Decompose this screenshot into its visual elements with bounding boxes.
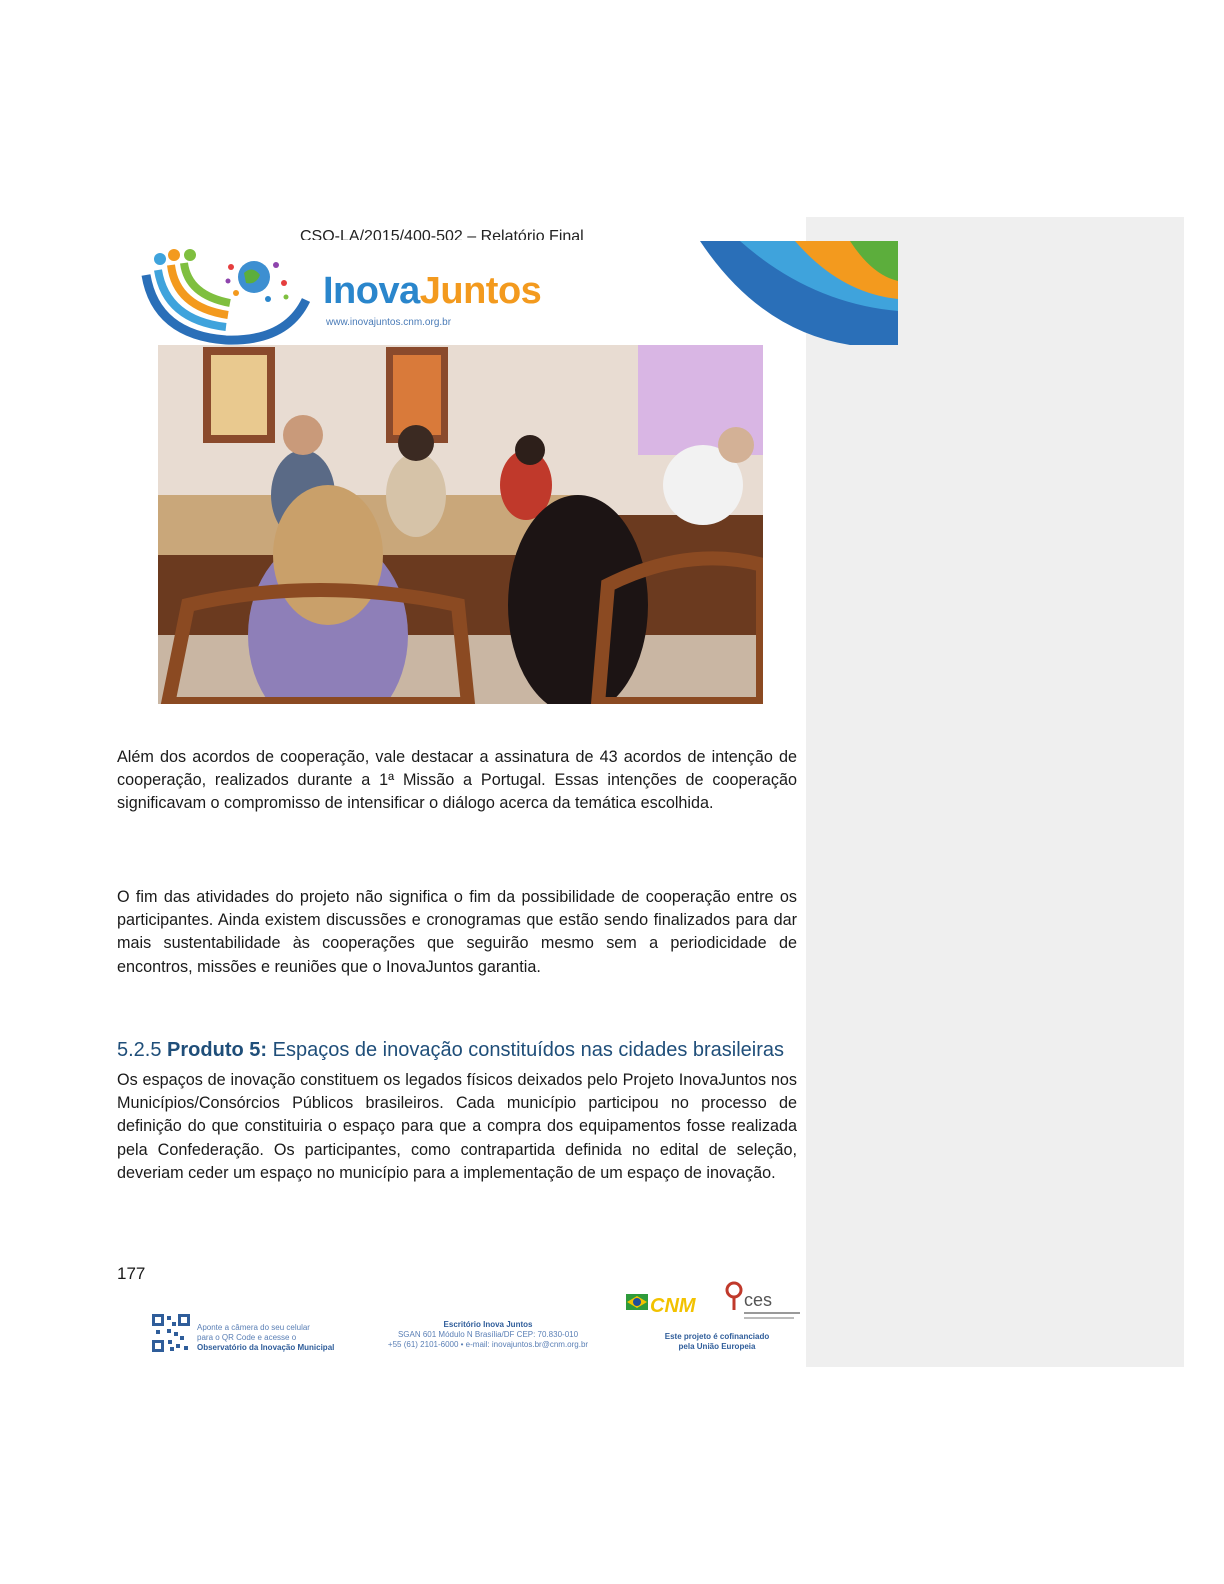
brand-second: Juntos bbox=[419, 270, 542, 312]
cnm-label: CNM bbox=[650, 1295, 696, 1317]
footer bbox=[150, 1280, 810, 1360]
office-address: SGAN 601 Módulo N Brasília/DF CEP: 70.830-010 bbox=[397, 1330, 579, 1339]
brand-wordmark bbox=[323, 272, 541, 310]
section-number: 5.2.5 bbox=[117, 1039, 162, 1061]
meeting-photo-icon bbox=[158, 345, 763, 704]
qr-instructions bbox=[197, 1323, 334, 1353]
page-number: 177 bbox=[117, 1264, 146, 1283]
ces-logo-icon bbox=[722, 1280, 804, 1326]
brand-first: Inova bbox=[323, 270, 420, 312]
paragraph-project-end: O fim das atividades do projeto não significa o fim da possibilidade de cooperação entre os participantes. Ainda existem discussões e cronogramas que estão sendo finalizados para dar mais sustentabilidade às cooperações que seguirão mesmo sem a periodicidade de encontros, missões e reuniões que o InovaJuntos garantia. bbox=[117, 888, 797, 976]
document-reference: CSO-LA/2015/400-502 – Relatório Final bbox=[300, 228, 584, 240]
section-heading bbox=[117, 1037, 784, 1063]
section-title: Espaços de inovação constituídos nas cidades brasileiras bbox=[272, 1039, 785, 1061]
qr-line-2: para o QR Code e acesse o bbox=[197, 1333, 297, 1342]
ces-label: ces bbox=[744, 1290, 773, 1310]
header-swoosh-icon bbox=[700, 241, 898, 345]
meeting-photo bbox=[158, 345, 763, 704]
office-title: Escritório Inova Juntos bbox=[443, 1320, 533, 1329]
funding-line-1: Este projeto é cofinanciado bbox=[664, 1332, 770, 1341]
section-label: Produto 5: bbox=[167, 1039, 268, 1061]
brand-url: www.inovajuntos.cnm.org.br bbox=[326, 317, 452, 328]
office-contact-line: +55 (61) 2101-6000 • e-mail: inovajuntos.br@cnm.org.br bbox=[387, 1340, 589, 1349]
paragraph-cooperation-agreements: Além dos acordos de cooperação, vale destacar a assinatura de 43 acordos de intenção de cooperação, realizados durante a 1ª Missão a Portugal. Essas intenções de cooperação significavam o compromisso de intensificar o diálogo acerca da temática escolhida. bbox=[117, 748, 797, 813]
funding-note bbox=[652, 1332, 782, 1352]
cnm-logo-icon bbox=[626, 1284, 708, 1324]
qr-line-1: Aponte a câmera do seu celular bbox=[197, 1323, 310, 1332]
qr-line-3: Observatório da Inovação Municipal bbox=[197, 1343, 335, 1352]
funding-line-2: pela União Europeia bbox=[678, 1342, 756, 1351]
qr-code-icon[interactable] bbox=[152, 1314, 190, 1352]
paragraph-innovation-spaces: Os espaços de inovação constituem os legados físicos deixados pelo Projeto InovaJuntos nos Municípios/Consórcios Públicos brasileiros. Cada município participou no processo de definição do que constituiria o espaço para que a compra dos equipamentos fosse realizada pela Confederação. Os participantes, como contrapartida definida no edital de seleção, deveriam ceder um espaço no município para a implementação de um espaço de inovação. bbox=[117, 1071, 797, 1182]
office-contact bbox=[378, 1320, 598, 1350]
inovajuntos-logo-icon bbox=[136, 245, 336, 345]
margin-panel bbox=[806, 217, 1184, 1367]
